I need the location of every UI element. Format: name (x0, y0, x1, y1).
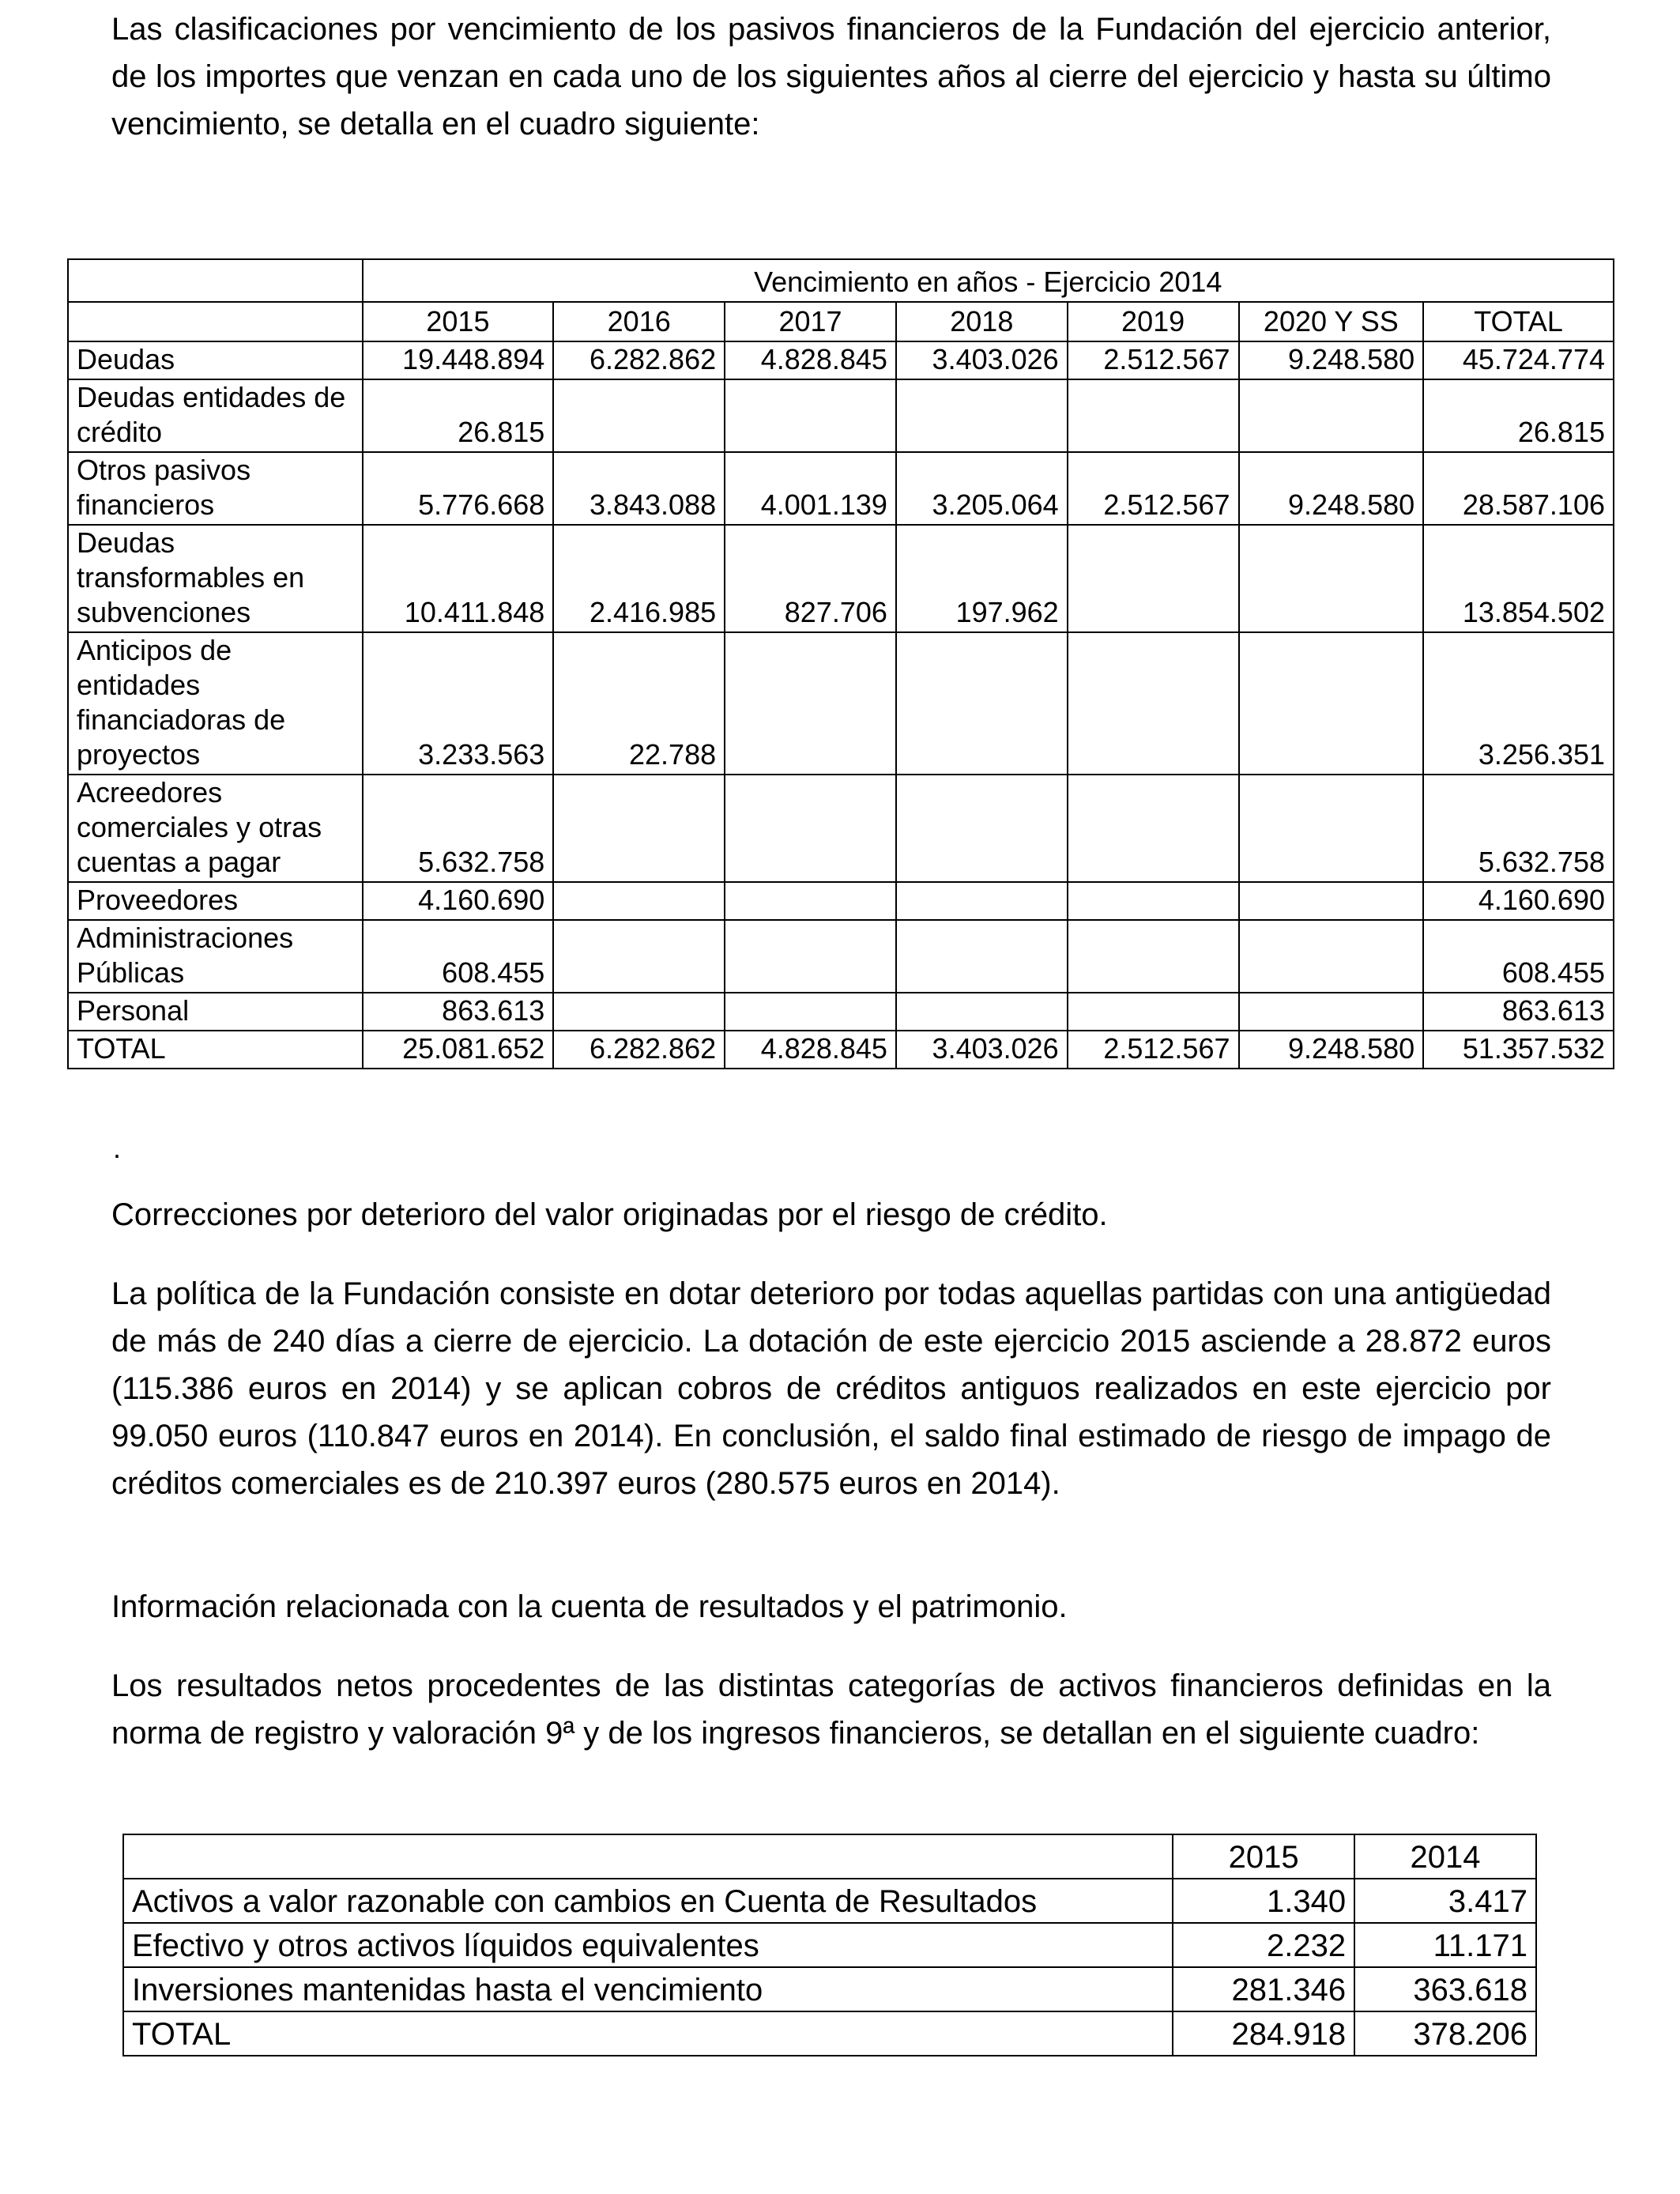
value-cell: 26.815 (1423, 379, 1614, 452)
table-row (68, 525, 1614, 632)
value-cell: 4.001.139 (725, 452, 896, 525)
value-cell: 378.206 (1354, 2011, 1536, 2056)
value-cell: 3.843.088 (553, 452, 725, 525)
row-label: Deudas entidades de crédito (68, 379, 363, 452)
year-header: 2017 (725, 302, 896, 341)
value-cell: 11.171 (1354, 1923, 1536, 1967)
value-cell: 363.618 (1354, 1967, 1536, 2011)
row-label: Administraciones Públicas (68, 920, 363, 993)
value-cell: 10.411.848 (363, 525, 554, 632)
value-cell: 3.403.026 (896, 1031, 1068, 1069)
value-cell: 6.282.862 (553, 1031, 725, 1069)
row-label: Efectivo y otros activos líquidos equivalentes (123, 1923, 1173, 1967)
value-cell (725, 993, 896, 1031)
row-label: Personal (68, 993, 363, 1031)
results-table (122, 1834, 1537, 2056)
value-cell: 19.448.894 (363, 341, 554, 379)
year-header: 2015 (363, 302, 554, 341)
value-cell (1068, 379, 1239, 452)
year-header: 2014 (1354, 1834, 1536, 1879)
value-cell: 6.282.862 (553, 341, 725, 379)
value-cell: 4.828.845 (725, 341, 896, 379)
value-cell: 1.340 (1173, 1879, 1354, 1923)
value-cell (1239, 920, 1424, 993)
table-row (123, 2011, 1536, 2056)
value-cell (725, 775, 896, 882)
row-label: Deudas (68, 341, 363, 379)
value-cell: 9.248.580 (1239, 341, 1424, 379)
year-header: 2019 (1068, 302, 1239, 341)
table-row (123, 1879, 1536, 1923)
value-cell: 3.403.026 (896, 341, 1068, 379)
maturity-table (67, 258, 1614, 1069)
row-label: Inversiones mantenidas hasta el vencimiento (123, 1967, 1173, 2011)
table-row (68, 1031, 1614, 1069)
value-cell (725, 632, 896, 775)
value-cell (1068, 993, 1239, 1031)
empty-corner-cell (68, 302, 363, 341)
value-cell (1068, 882, 1239, 920)
value-cell: 13.854.502 (1423, 525, 1614, 632)
value-cell (896, 379, 1068, 452)
table-row (68, 379, 1614, 452)
table-row (68, 993, 1614, 1031)
empty-corner-cell (68, 259, 363, 302)
intro-paragraph: Las clasificaciones por vencimiento de los pasivos financieros de la Fundación del ejercicio anterior, de los importes que venzan en cada uno de los siguientes años al cierre del ejercicio y hasta su último vencimiento, se detalla en el cuadro siguiente: (111, 12, 1551, 141)
row-label: Deudas transformables en subvenciones (68, 525, 363, 632)
value-cell (553, 775, 725, 882)
value-cell (896, 632, 1068, 775)
table-row (68, 920, 1614, 993)
value-cell (896, 920, 1068, 993)
row-label: TOTAL (68, 1031, 363, 1069)
value-cell: 2.232 (1173, 1923, 1354, 1967)
value-cell (725, 379, 896, 452)
value-cell (553, 882, 725, 920)
value-cell: 608.455 (1423, 920, 1614, 993)
table-row (68, 452, 1614, 525)
results-heading: Información relacionada con la cuenta de resultados y el patrimonio. (111, 1589, 1068, 1624)
value-cell (1068, 632, 1239, 775)
value-cell (1239, 882, 1424, 920)
results-paragraph: Los resultados netos procedentes de las distintas categorías de activos financieros definidas en la norma de registro y valoración 9ª y de los ingresos financieros, se detallan en el siguiente cuadro: (111, 1668, 1551, 1751)
stray-dot: . (113, 1132, 122, 1164)
year-header: 2016 (553, 302, 725, 341)
table-row (68, 882, 1614, 920)
value-cell (1068, 525, 1239, 632)
results-table-header-row (123, 1834, 1536, 1879)
value-cell: 9.248.580 (1239, 1031, 1424, 1069)
year-header: 2020 Y SS (1239, 302, 1424, 341)
value-cell (896, 882, 1068, 920)
value-cell: 4.160.690 (363, 882, 554, 920)
value-cell: 2.512.567 (1068, 1031, 1239, 1069)
value-cell: 5.632.758 (363, 775, 554, 882)
value-cell: 28.587.106 (1423, 452, 1614, 525)
value-cell (1239, 525, 1424, 632)
value-cell: 4.828.845 (725, 1031, 896, 1069)
value-cell: 863.613 (1423, 993, 1614, 1031)
value-cell (553, 993, 725, 1031)
value-cell: 863.613 (363, 993, 554, 1031)
value-cell: 827.706 (725, 525, 896, 632)
value-cell: 3.205.064 (896, 452, 1068, 525)
value-cell: 3.417 (1354, 1879, 1536, 1923)
table-row (68, 775, 1614, 882)
year-header: 2015 (1173, 1834, 1354, 1879)
value-cell (1239, 993, 1424, 1031)
row-label: Activos a valor razonable con cambios en Cuenta de Resultados (123, 1879, 1173, 1923)
value-cell: 25.081.652 (363, 1031, 554, 1069)
value-cell (1239, 379, 1424, 452)
impairment-paragraph: La política de la Fundación consiste en dotar deterioro por todas aquellas partidas con una antigüedad de más de 240 días a cierre de ejercicio. La dotación de este ejercicio 2015 asciende a 28.872 euros (115.386 euros en 2014) y se aplican cobros de créditos antiguos realizados en este ejercicio por 99.050 euros (110.847 euros en 2014). En conclusión, el saldo final estimado de riesgo de impago de créditos comerciales es de 210.397 euros (280.575 euros en 2014). (111, 1276, 1551, 1501)
value-cell (1239, 775, 1424, 882)
year-header: 2018 (896, 302, 1068, 341)
row-label: Acreedores comerciales y otras cuentas a pagar (68, 775, 363, 882)
value-cell (725, 882, 896, 920)
row-label: TOTAL (123, 2011, 1173, 2056)
value-cell (896, 993, 1068, 1031)
total-header: TOTAL (1423, 302, 1614, 341)
value-cell: 5.776.668 (363, 452, 554, 525)
value-cell (1068, 920, 1239, 993)
row-label: Otros pasivos financieros (68, 452, 363, 525)
value-cell: 284.918 (1173, 2011, 1354, 2056)
empty-corner-cell (123, 1834, 1173, 1879)
value-cell: 2.512.567 (1068, 341, 1239, 379)
impairment-heading: Correcciones por deterioro del valor originadas por el riesgo de crédito. (111, 1197, 1108, 1232)
value-cell: 2.416.985 (553, 525, 725, 632)
value-cell: 3.256.351 (1423, 632, 1614, 775)
maturity-table-caption-row (68, 259, 1614, 302)
maturity-table-caption: Vencimiento en años - Ejercicio 2014 (363, 259, 1614, 302)
value-cell (896, 775, 1068, 882)
value-cell (553, 379, 725, 452)
value-cell: 2.512.567 (1068, 452, 1239, 525)
value-cell: 4.160.690 (1423, 882, 1614, 920)
table-row (68, 632, 1614, 775)
value-cell: 3.233.563 (363, 632, 554, 775)
table-row (123, 1923, 1536, 1967)
value-cell (553, 920, 725, 993)
value-cell: 51.357.532 (1423, 1031, 1614, 1069)
value-cell: 45.724.774 (1423, 341, 1614, 379)
value-cell: 9.248.580 (1239, 452, 1424, 525)
table-row (68, 341, 1614, 379)
maturity-table-year-row (68, 302, 1614, 341)
table-row (123, 1967, 1536, 2011)
value-cell (1068, 775, 1239, 882)
row-label: Proveedores (68, 882, 363, 920)
value-cell: 197.962 (896, 525, 1068, 632)
value-cell: 26.815 (363, 379, 554, 452)
value-cell: 281.346 (1173, 1967, 1354, 2011)
value-cell: 608.455 (363, 920, 554, 993)
row-label: Anticipos de entidades financiadoras de proyectos (68, 632, 363, 775)
value-cell: 5.632.758 (1423, 775, 1614, 882)
value-cell (1239, 632, 1424, 775)
value-cell (725, 920, 896, 993)
value-cell: 22.788 (553, 632, 725, 775)
